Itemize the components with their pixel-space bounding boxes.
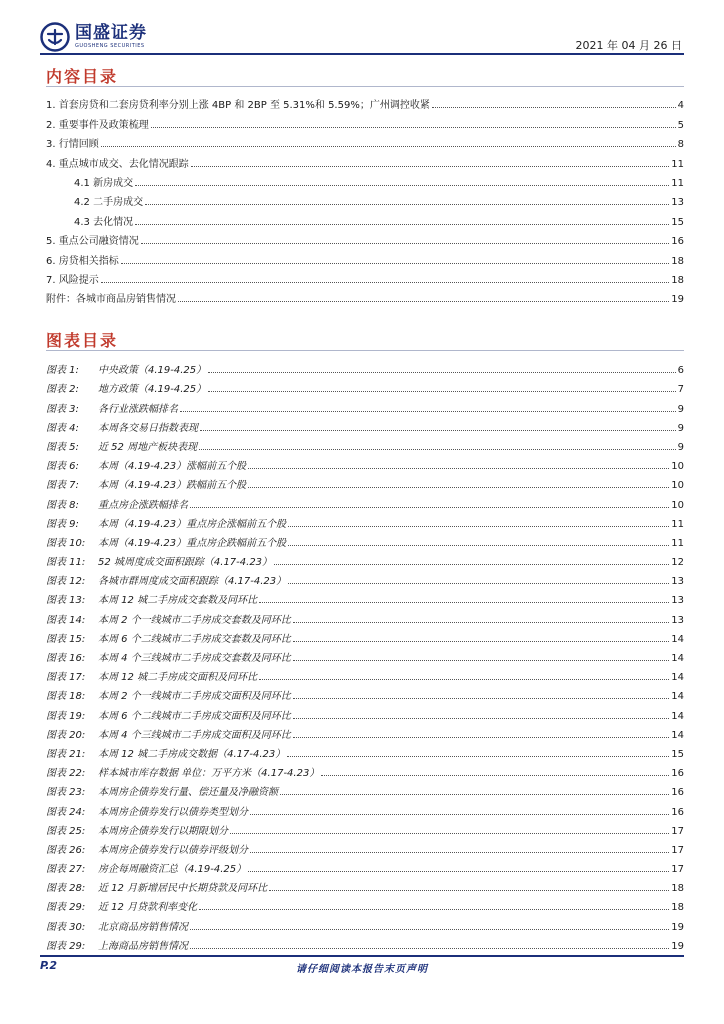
figure-entry-text: 本周 4 个三线城市二手房成交套数及同环比 [98,653,291,664]
figure-entry-label: 图表 13: [46,595,86,607]
leader-dots [432,106,676,108]
figure-entry-text: 本周房企债券发行以债券类型划分 [98,806,248,818]
toc-entry[interactable] [46,170,684,189]
figure-entry-text: 中央政策（4.19-4.25） [98,365,207,377]
toc-entry[interactable] [46,150,684,169]
figure-entry-label: 图表 27: [46,864,86,876]
leader-dots [145,203,669,205]
toc-entry-text: 7. 风险提示 [46,274,99,286]
figure-entry-label: 图表 8: [46,499,79,511]
figure-entry-label: 图表 21: [46,748,86,760]
leader-dots [280,793,669,795]
figure-entry[interactable] [46,376,684,395]
figure-entry-text: 本周 12 城二手房成交数据（4.17-4.23） [98,748,286,760]
figure-entry-label: 图表 18: [46,691,86,703]
figure-entry-page: 14 [671,710,684,722]
figure-entry-page: 9 [677,403,684,415]
figure-entry-page: 13 [671,576,684,588]
figure-list-title: 图表目录 [46,331,119,350]
figure-entry-page: 13 [671,595,684,607]
figure-entry-page: 14 [671,653,684,664]
figure-entry-page: 11 [671,518,684,530]
toc-entry-page: 18 [671,255,684,267]
figure-entry-label: 图表 26: [46,844,86,856]
leader-dots [248,870,669,872]
figure-entry[interactable] [46,722,684,741]
leader-dots [259,601,669,603]
figure-entry[interactable] [46,472,684,491]
figure-entry-text: 各行业涨跌幅排名 [98,403,178,415]
figure-entry-text: 近 52 周地产板块表现 [98,441,198,453]
figure-entry[interactable] [46,702,684,721]
figure-entry-label: 图表 15: [46,633,86,645]
figure-entry-text: 地方政策（4.19-4.25） [98,384,207,396]
leader-dots [248,467,669,469]
figure-entry-text: 北京商品房销售情况 [98,921,188,933]
figure-entry-text: 各城市群周度成交面积跟踪（4.17-4.23） [98,576,287,588]
company-logo [40,22,147,52]
figure-entry-page: 16 [671,768,684,780]
figure-entry[interactable] [46,357,684,376]
figure-entry-label: 图表 20: [46,729,86,741]
leader-dots [288,525,669,527]
figure-entry-page: 7 [677,384,684,396]
figure-entry[interactable] [46,818,684,837]
toc-title-divider [46,86,684,87]
toc-entry-page: 11 [671,158,684,170]
toc-entry[interactable] [46,111,684,130]
figure-entry-text: 本周（4.19-4.23）重点房企跌幅前五个股 [98,537,287,549]
figure-entry-page: 19 [671,940,684,952]
figure-entry[interactable] [46,587,684,606]
toc-entry[interactable] [46,267,684,286]
figure-entry-page: 18 [671,883,684,895]
toc-entry-text: 附件：各城市商品房销售情况 [46,294,176,306]
figure-entry[interactable] [46,568,684,587]
figure-entry-text: 近 12 月贷款利率变化 [98,902,198,914]
figure-entry[interactable] [46,664,684,683]
leader-dots [230,832,669,834]
toc-entry-page: 4 [677,100,684,112]
figure-entry-page: 10 [671,499,684,511]
figure-entry-text: 本周 2 个一线城市二手房成交面积及同环比 [98,691,291,703]
figure-entry-text: 本周 4 个三线城市二手房成交面积及同环比 [98,729,291,741]
figure-entry-text: 本周 12 城二手房成交面积及同环比 [98,672,258,684]
figure-entry-label: 图表 24: [46,806,86,818]
toc-entry-page: 16 [671,236,684,248]
toc-entry-text: 4.2 二手房成交 [74,197,144,209]
logo-icon [40,22,70,52]
figure-entry-text: 本周房企债券发行量、偿还量及净融资额 [98,787,278,799]
figure-entry-label: 图表 14: [46,614,86,626]
figure-entry-label: 图表 2: [46,384,79,396]
leader-dots [199,448,676,450]
toc-entry-page: 18 [671,274,684,286]
figure-entry[interactable] [46,741,684,760]
leader-dots [101,281,670,283]
figure-entry[interactable] [46,760,684,779]
figure-entry[interactable] [46,530,684,549]
figure-entry[interactable] [46,549,684,568]
figure-entry[interactable] [46,875,684,894]
figure-entry-page: 17 [671,825,684,837]
figure-entry[interactable] [46,798,684,817]
leader-dots [135,223,669,225]
leader-dots [190,947,669,949]
figure-entry-page: 15 [671,748,684,760]
toc-entry-text: 2. 重要事件及政策梳理 [46,119,149,131]
leader-dots [293,640,670,642]
toc-entry-page: 15 [671,216,684,228]
figure-entry[interactable] [46,606,684,625]
figure-entry-label: 图表 4: [46,422,79,434]
page-header [0,0,724,56]
figure-entry-label: 图表 11: [46,557,86,569]
figure-entry[interactable] [46,626,684,645]
logo-name-cn: 国盛证券 [75,23,147,43]
figure-list-divider [46,350,684,351]
figure-entry[interactable] [46,453,684,472]
figure-entry-label: 图表 1: [46,365,79,377]
figure-entry-label: 图表 16: [46,653,86,664]
figure-entry-text: 本周（4.19-4.23）跌幅前五个股 [98,480,247,492]
figure-entry-page: 10 [671,480,684,492]
figure-entry-label: 图表 9: [46,518,79,530]
figure-entry-page: 14 [671,672,684,684]
toc-entry[interactable] [46,228,684,247]
figure-entry-text: 本周各交易日指数表现 [98,422,198,434]
leader-dots [293,736,670,738]
figure-entry-page: 12 [671,557,684,569]
leader-dots [208,390,675,392]
toc-entry-page: 11 [671,177,684,189]
figure-entry-text: 本周房企债券发行以债券评级划分 [98,844,248,856]
figure-entry[interactable] [46,779,684,798]
toc-entry-text: 3. 行情回顾 [46,139,99,151]
figure-entry-text: 样本城市库存数据 单位：万平方米（4.17-4.23） [98,768,320,780]
report-date: 2021 年 04 月 26 日 [575,39,682,52]
figure-entry[interactable] [46,913,684,932]
figure-entry-text: 本周（4.19-4.23）涨幅前五个股 [98,461,247,473]
toc-entry[interactable] [46,92,684,111]
figure-entry-text: 本周房企债券发行以期限划分 [98,825,228,837]
figure-entry-label: 图表 3: [46,403,79,415]
leader-dots [250,851,669,853]
leader-dots [190,928,669,930]
figure-entry[interactable] [46,395,684,414]
toc-entry-text: 5. 重点公司融资情况 [46,236,139,248]
figure-entry-page: 11 [671,537,684,549]
figure-entry-label: 图表 22: [46,768,86,780]
leader-dots [293,621,670,623]
leader-dots [200,429,676,431]
page-number: P.2 [40,959,58,972]
disclaimer-note: 请仔细阅读本报告末页声明 [296,964,428,975]
figure-entry-page: 16 [671,806,684,818]
figure-entry-label: 图表 5: [46,441,79,453]
leader-dots [269,889,669,891]
figure-entry-page: 13 [671,614,684,626]
leader-dots [259,678,669,680]
figure-entry[interactable] [46,511,684,530]
figure-entry-page: 6 [677,365,684,377]
leader-dots [191,165,670,167]
leader-dots [321,774,669,776]
leader-dots [293,697,670,699]
toc-entry-page: 13 [671,197,684,209]
figure-entry[interactable] [46,415,684,434]
leader-dots [274,563,669,565]
figure-entry[interactable] [46,683,684,702]
figure-entry-text: 本周 6 个二线城市二手房成交套数及同环比 [98,633,291,645]
figure-entry-text: 房企每周融资汇总（4.19-4.25） [98,864,247,876]
figure-entry-text: 上海商品房销售情况 [98,940,188,952]
figure-entry-label: 图表 17: [46,672,86,684]
figure-entry-text: 重点房企涨跌幅排名 [98,499,188,511]
figure-entry-page: 14 [671,633,684,645]
leader-dots [141,242,670,244]
leader-dots [190,506,669,508]
figure-entry-label: 图表 28: [46,883,86,895]
figure-entry-text: 本周（4.19-4.23）重点房企涨幅前五个股 [98,518,287,530]
figure-entry-text: 52 城周度成交面积跟踪（4.17-4.23） [98,557,273,569]
toc-entry[interactable] [46,189,684,208]
toc-entry[interactable] [46,247,684,266]
figure-entry[interactable] [46,933,684,952]
toc-entry-text: 6. 房贷相关指标 [46,255,119,267]
figure-entry-label: 图表 12: [46,576,86,588]
leader-dots [199,908,669,910]
toc-entry[interactable] [46,131,684,150]
figure-entry-label: 图表 23: [46,787,86,799]
footer-divider [40,955,684,957]
figure-entry-label: 图表 29: [46,902,86,914]
toc-entry-text: 4. 重点城市成交、去化情况跟踪 [46,158,189,170]
figure-entry[interactable] [46,645,684,664]
leader-dots [248,486,669,488]
toc-entry[interactable] [46,286,684,305]
leader-dots [101,145,676,147]
figure-entry-page: 16 [671,787,684,799]
figure-entry-page: 17 [671,844,684,856]
figure-entry-page: 19 [671,921,684,933]
figure-entry[interactable] [46,856,684,875]
figure-entry-text: 本周 6 个二线城市二手房成交面积及同环比 [98,710,291,722]
figure-entry[interactable] [46,837,684,856]
table-of-contents [46,92,684,305]
figure-list [46,357,684,952]
leader-dots [293,659,670,661]
leader-dots [288,582,669,584]
toc-entry[interactable] [46,208,684,227]
toc-entry-text: 1. 首套房贷和二套房贷利率分别上涨 4BP 和 2BP 至 5.31%和 5.59%；广州调控收紧 [46,100,430,112]
figure-entry-page: 9 [677,422,684,434]
leader-dots [121,262,670,264]
leader-dots [250,813,669,815]
figure-entry-label: 图表 19: [46,710,86,722]
leader-dots [293,717,670,719]
figure-entry-label: 图表 6: [46,461,79,473]
figure-entry[interactable] [46,491,684,510]
leader-dots [180,410,676,412]
figure-entry-page: 17 [671,864,684,876]
leader-dots [135,184,669,186]
leader-dots [178,300,669,302]
figure-entry-text: 本周 12 城二手房成交套数及同环比 [98,595,258,607]
leader-dots [208,371,675,373]
figure-entry-label: 图表 29: [46,940,86,952]
figure-entry-text: 本周 2 个一线城市二手房成交套数及同环比 [98,614,291,626]
toc-title: 内容目录 [46,67,119,86]
leader-dots [287,755,669,757]
figure-entry-page: 9 [677,441,684,453]
figure-entry[interactable] [46,894,684,913]
toc-entry-page: 8 [677,139,684,151]
toc-entry-text: 4.1 新房成交 [74,177,134,189]
figure-entry-label: 图表 30: [46,921,86,933]
figure-entry-label: 图表 25: [46,825,86,837]
toc-entry-page: 5 [677,119,684,131]
leader-dots [288,544,669,546]
figure-entry-page: 18 [671,902,684,914]
figure-entry-page: 10 [671,461,684,473]
header-divider [40,53,684,55]
figure-entry-label: 图表 10: [46,537,86,549]
logo-name-en: GUOSHENG SECURITIES [75,43,145,49]
figure-entry-label: 图表 7: [46,480,79,492]
toc-entry-page: 19 [671,294,684,306]
figure-entry[interactable] [46,434,684,453]
figure-entry-page: 14 [671,691,684,703]
toc-entry-text: 4.3 去化情况 [74,216,134,228]
figure-entry-page: 14 [671,729,684,741]
figure-entry-text: 近 12 月新增居民中长期贷款及同环比 [98,883,268,895]
leader-dots [151,126,676,128]
